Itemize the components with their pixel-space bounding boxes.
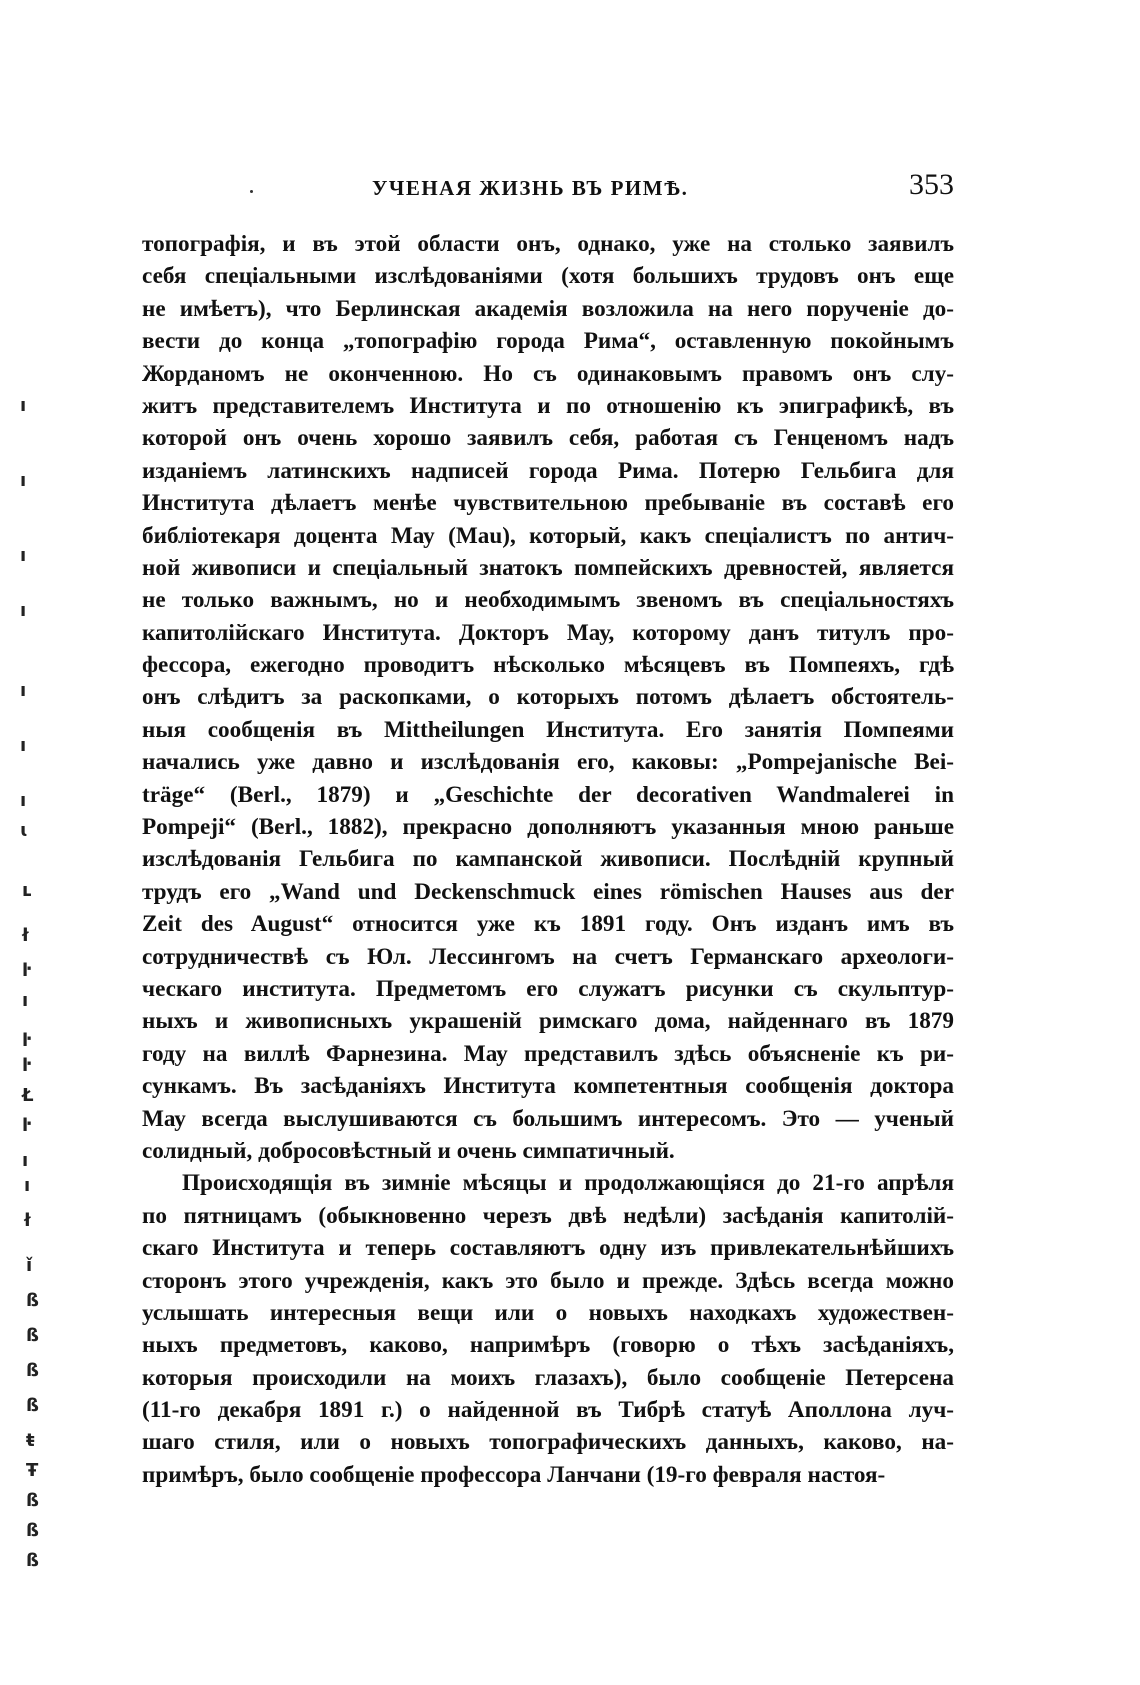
text-line: не только важнымъ, но и необходимымъ звеномъ въ спеціальностяхъ [142,587,954,614]
margin-mark: ŀ [22,1055,33,1076]
text-line: себя спеціальными изслѣдованіями (хотя большихъ трудовъ онъ еще [142,263,954,290]
text-line: примѣръ, было сообщеніе профессора Ланчани (19-го февраля настоя- [142,1461,886,1488]
text-line: солидный, добросовѣстный и очень симпатичный. [142,1137,675,1164]
margin-mark: ŀ [22,1115,33,1136]
text-line: Zeit des August“ относится уже къ 1891 году. Онъ изданъ имъ въ [142,911,954,938]
margin-mark: Ŧ [26,1460,39,1481]
text-line: фессора, ежегодно проводитъ нѣсколько мѣсяцевъ въ Помпеяхъ, гдѣ [142,652,954,679]
margin-mark: ı [20,470,27,491]
running-title: УЧЕНАЯ ЖИЗНЬ ВЪ РИМѢ. [372,176,689,200]
body-text [142,228,954,1491]
text-line: скаго Института и теперь составляютъ одну изъ привлекательнѣйшихъ [142,1235,954,1262]
text-line: житъ представителемъ Института и по отношенію къ эпиграфикѣ, въ [142,392,954,419]
margin-mark: ß [26,1490,39,1511]
text-line: Института дѣлаетъ менѣе чувствительною пребываніе въ составѣ его [142,490,954,517]
margin-mark: ı [22,990,29,1011]
text-line: трудъ его „Wand und Deckenschmuck eines römischen Hauses aus der [142,878,954,905]
text-line: которой онъ очень хорошо заявилъ себя, работая съ Генценомъ надъ [142,425,954,452]
margin-mark: ʟ [22,880,32,901]
print-speck [250,190,253,193]
margin-mark: ß [26,1325,39,1346]
margin-mark: ı [20,600,27,621]
paragraph [142,228,954,1167]
margin-mark: ı [20,680,27,701]
text-line: услышать интересныя вещи или о новыхъ находкахъ художествен- [142,1299,954,1326]
margin-mark: ß [26,1360,39,1381]
text-line: начались уже давно и изслѣдованія его, каковы: „Pompejanische Bei- [142,749,954,776]
margin-mark: ŀ [22,960,33,981]
text-line: которыя происходили на моихъ глазахъ), было сообщеніе Петерсена [142,1364,954,1391]
text-line: Pompeji“ (Berl., 1882), прекрасно дополняютъ указанныя мною раньше [142,814,954,841]
margin-mark: ß [26,1550,39,1571]
margin-mark: ŧ [26,1430,35,1451]
margin-mark: ǐ [26,1255,33,1276]
text-line: сторонъ этого учрежденія, какъ это было и прежде. Здѣсь всегда можно [142,1267,954,1294]
margin-mark: ł [24,1210,31,1231]
text-line: (11-го декабря 1891 г.) о найденной въ Тибрѣ статуѣ Аполлона луч- [142,1397,954,1424]
page-number: 353 [909,168,954,201]
text-line: ныхъ предметовъ, каково, напримѣръ (говорю о тѣхъ засѣданіяхъ, [142,1332,954,1359]
text-line: изданіемъ латинскихъ надписей города Рима. Потерю Гельбига для [142,457,954,484]
text-line: не имѣетъ), что Берлинская академія возложила на него порученіе до- [142,295,954,322]
margin-mark: ı [22,1150,29,1171]
margin-mark: ŀ [22,1030,33,1051]
page-header [372,168,954,208]
margin-mark: ı [20,790,27,811]
text-line: ной живописи и спеціальный знатокъ помпейскихъ древностей, является [142,554,954,581]
text-line: ческаго института. Предметомъ его служатъ рисунки съ скульптур- [142,975,954,1002]
margin-mark: ß [26,1520,39,1541]
text-line: топографія, и въ этой области онъ, однако, уже на столько заявилъ [142,231,954,257]
margin-mark: ı [20,735,27,756]
text-line: библіотекаря доцента Мау (Mau), который, какъ спеціалистъ по антич- [142,522,954,549]
left-margin-marks [0,0,60,1685]
margin-mark: ł [22,925,29,946]
text-line: Жорданомъ не оконченною. Но съ одинаковымъ правомъ онъ слу- [142,360,954,387]
text-line: онъ слѣдитъ за раскопками, о которыхъ потомъ дѣлаетъ обстоятель- [142,684,954,711]
text-line: ныхъ и живописныхъ украшеній римскаго дома, найденнаго въ 1879 [142,1008,954,1035]
margin-mark: ß [26,1290,39,1311]
text-line: Происходящія въ зимніе мѣсяцы и продолжающіяся до 21-го апрѣля [182,1170,954,1197]
text-line: сотрудничествѣ съ Юл. Лессингомъ на счетъ Германскаго археологи- [142,943,954,970]
text-line: вести до конца „топографію города Рима“, оставленную покойнымъ [142,328,954,355]
margin-mark: ß [26,1395,39,1416]
text-line: сункамъ. Въ засѣданіяхъ Института компетентныя сообщенія доктора [142,1073,954,1100]
text-line: году на виллѣ Фарнезина. Мау представилъ здѣсь объясненіе къ ри- [142,1040,954,1067]
paragraph [142,1167,954,1491]
text-line: Мау всегда выслушиваются съ большимъ интересомъ. Это — ученый [142,1105,954,1132]
text-line: шаго стиля, или о новыхъ топографическихъ данныхъ, каково, на- [142,1429,954,1456]
margin-mark: Ł [22,1085,34,1106]
margin-mark: ı [20,395,27,416]
margin-mark: ı [20,545,27,566]
text-line: ныя сообщенія въ Mittheilungen Института. Его занятія Помпеями [142,716,954,743]
text-line: по пятницамъ (обыкновенно черезъ двѣ недѣли) засѣданія капитолій- [142,1202,954,1229]
margin-mark: ɩ [20,820,28,841]
text-line: изслѣдованія Гельбига по кампанской живописи. Послѣдній крупный [142,846,954,873]
text-line: капитолійскаго Института. Докторъ Мау, которому данъ титулъ про- [142,619,954,646]
margin-mark: ı [24,1175,31,1196]
text-line: träge“ (Berl., 1879) и „Geschichte der decorativen Wandmalerei in [142,781,954,808]
